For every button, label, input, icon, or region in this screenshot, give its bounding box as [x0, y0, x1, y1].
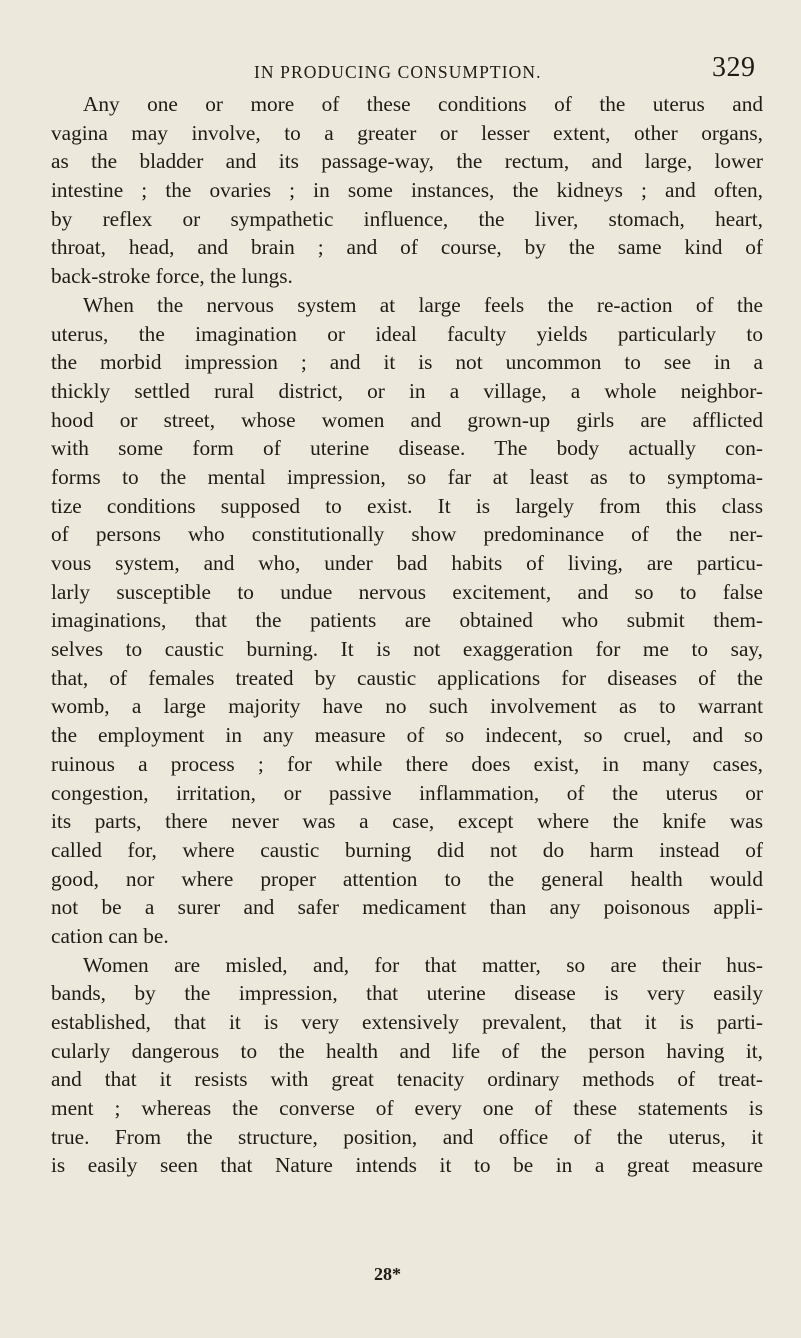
text-line: good, nor where proper attention to the general health would: [51, 866, 763, 891]
text-line: ment ; whereas the converse of every one of these statements is: [51, 1096, 763, 1121]
text-line: intestine ; the ovaries ; in some instances, the kidneys ; and often,: [51, 178, 763, 203]
page-number: 329: [712, 52, 756, 83]
text-line: imaginations, that the patients are obtained who submit them-: [51, 608, 763, 633]
text-line: bands, by the impression, that uterine disease is very easily: [51, 981, 763, 1006]
text-line: cation can be.: [51, 923, 169, 948]
text-line: its parts, there never was a case, except where the knife was: [51, 809, 763, 834]
text-line: Any one or more of these conditions of the uterus and: [83, 92, 763, 116]
text-line: called for, where caustic burning did not do harm instead of: [51, 837, 763, 862]
body-text: [51, 90, 763, 1180]
paragraph-2: [51, 291, 763, 951]
paragraph-3: [51, 951, 763, 1181]
paragraph-1: [51, 90, 763, 291]
text-line: not be a surer and safer medicament than any poisonous appli-: [51, 895, 763, 920]
text-line: congestion, irritation, or passive inflammation, of the uterus or: [51, 780, 763, 805]
text-line: is easily seen that Nature intends it to be in a great measure: [51, 1153, 763, 1178]
text-line: established, that it is very extensively prevalent, that it is parti-: [51, 1010, 763, 1034]
text-line: ruinous a process ; for while there does exist, in many cases,: [51, 751, 763, 776]
text-line: throat, head, and brain ; and of course, by the same kind of: [51, 235, 763, 260]
text-line: vagina may involve, to a greater or lesser extent, other organs,: [51, 120, 763, 145]
text-line: by reflex or sympathetic influence, the liver, stomach, heart,: [51, 206, 763, 231]
text-line: with some form of uterine disease. The body actually con-: [51, 436, 763, 461]
text-line: Women are misled, and, for that matter, so are their hus-: [83, 952, 763, 977]
text-line: tize conditions supposed to exist. It is largely from this class: [51, 493, 763, 518]
text-line: vous system, and who, under bad habits of living, are particu-: [51, 551, 763, 575]
text-line: the morbid impression ; and it is not uncommon to see in a: [51, 350, 763, 375]
text-line: as the bladder and its passage-way, the rectum, and large, lower: [51, 149, 763, 174]
text-line: thickly settled rural district, or in a village, a whole neighbor-: [51, 378, 763, 403]
text-line: true. From the structure, position, and office of the uterus, it: [51, 1124, 763, 1149]
text-line: hood or street, whose women and grown-up girls are afflicted: [51, 407, 763, 432]
text-line: and that it resists with great tenacity ordinary methods of treat-: [51, 1067, 763, 1092]
text-line: back-stroke force, the lungs.: [51, 264, 293, 289]
text-line: When the nervous system at large feels the re-action of the: [83, 292, 763, 317]
signature-mark: 28*: [374, 1264, 401, 1284]
text-line: forms to the mental impression, so far at least as to symptoma-: [51, 464, 763, 489]
text-line: selves to caustic burning. It is not exaggeration for me to say,: [51, 637, 763, 662]
text-line: cularly dangerous to the health and life of the person having it,: [51, 1038, 763, 1063]
running-head: IN PRODUCING CONSUMPTION.: [254, 62, 542, 82]
text-line: of persons who constitutionally show predominance of the ner-: [51, 522, 763, 547]
text-line: larly susceptible to undue nervous excitement, and so to false: [51, 579, 763, 604]
text-line: that, of females treated by caustic applications for diseases of the: [51, 665, 763, 690]
text-line: womb, a large majority have no such involvement as to warrant: [51, 694, 763, 719]
text-line: uterus, the imagination or ideal faculty yields particularly to: [51, 321, 763, 346]
text-line: the employment in any measure of so indecent, so cruel, and so: [51, 723, 763, 748]
